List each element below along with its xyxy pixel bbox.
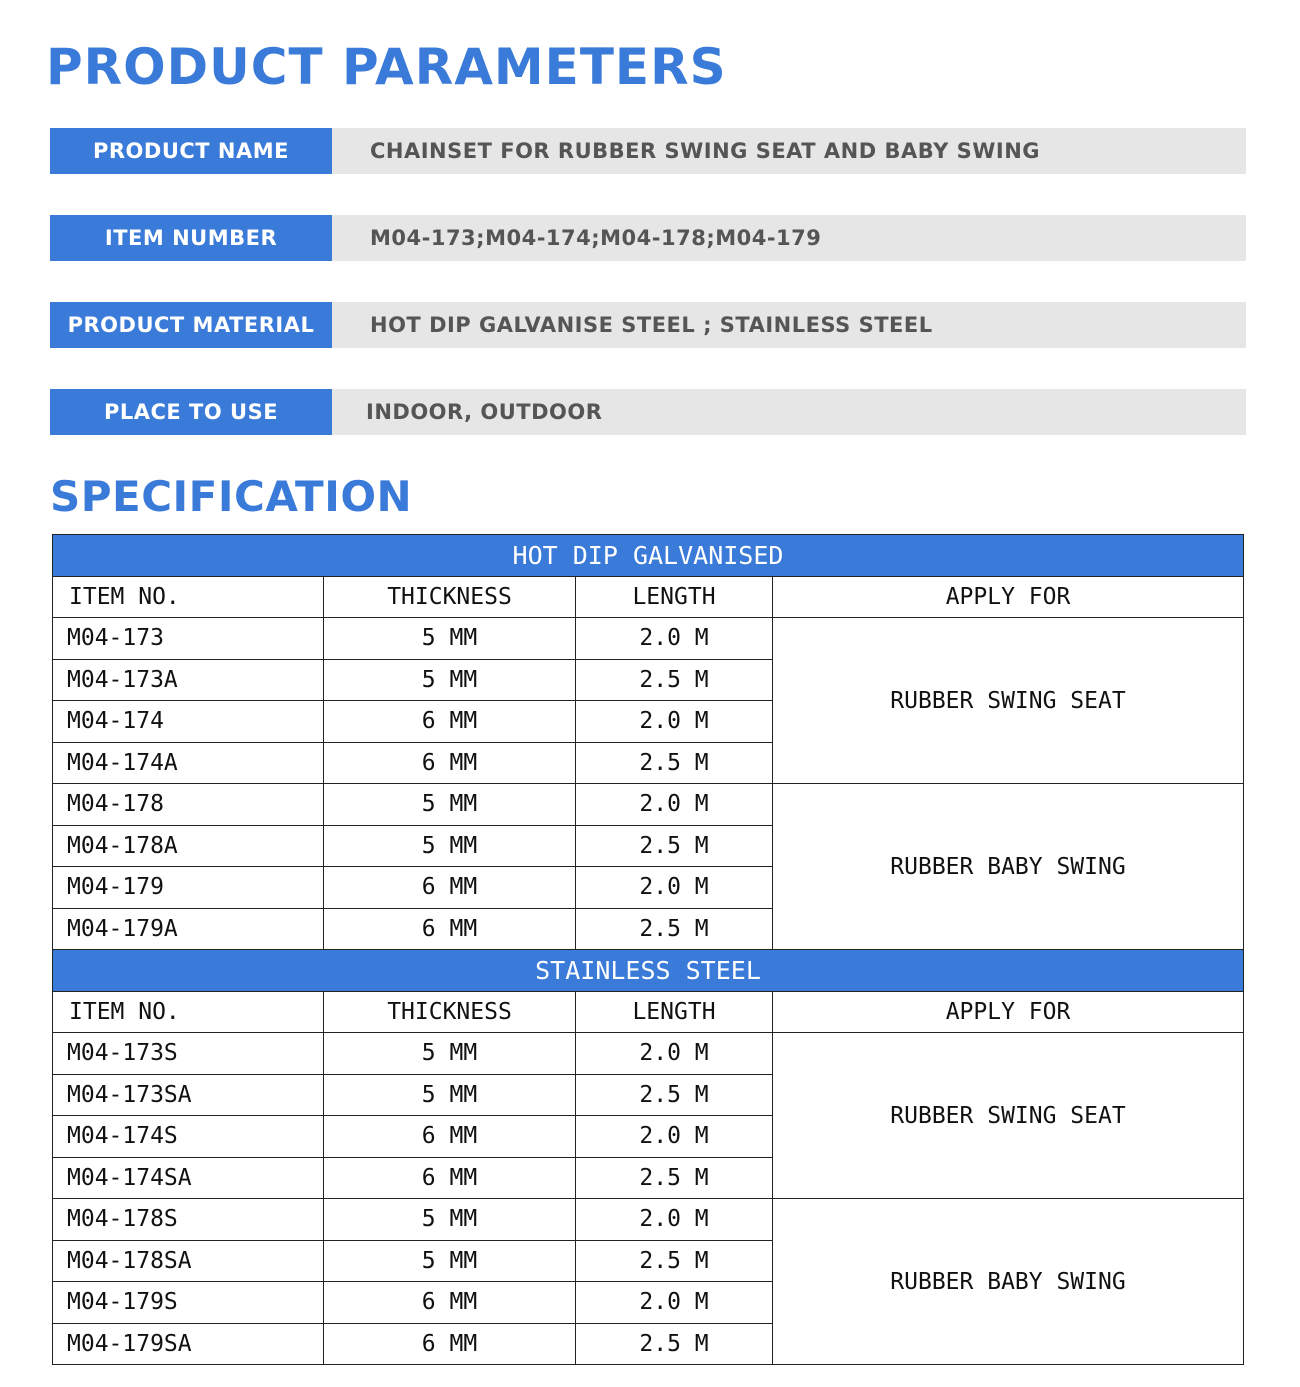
cell-length: 2.5 M: [576, 1240, 773, 1282]
cell-length: 2.0 M: [576, 701, 773, 743]
cell-length: 2.5 M: [576, 742, 773, 784]
cell-length: 2.5 M: [576, 1323, 773, 1365]
table-row: [53, 618, 1244, 660]
cell-apply-for: RUBBER BABY SWING: [773, 784, 1244, 950]
cell-thickness: 5 MM: [324, 1033, 576, 1075]
cell-thickness: 5 MM: [324, 618, 576, 660]
cell-length: 2.5 M: [576, 1074, 773, 1116]
cell-thickness: 5 MM: [324, 1074, 576, 1116]
cell-length: 2.0 M: [576, 1282, 773, 1324]
cell-length: 2.0 M: [576, 618, 773, 660]
cell-item: M04-174: [53, 701, 324, 743]
cell-length: 2.0 M: [576, 1033, 773, 1075]
table-row: [53, 1199, 1244, 1241]
cell-thickness: 5 MM: [324, 659, 576, 701]
cell-thickness: 6 MM: [324, 1282, 576, 1324]
cell-item: M04-179S: [53, 1282, 324, 1324]
table-row: [53, 784, 1244, 826]
param-value: CHAINSET FOR RUBBER SWING SEAT AND BABY SWING: [332, 128, 1246, 174]
column-header-row: [53, 991, 1244, 1033]
section-heading-row: [53, 535, 1244, 577]
cell-length: 2.0 M: [576, 867, 773, 909]
cell-item: M04-178A: [53, 825, 324, 867]
section-heading-row: [53, 950, 1244, 992]
specification-title: SPECIFICATION: [50, 472, 413, 521]
cell-item: M04-173A: [53, 659, 324, 701]
param-value: INDOOR, OUTDOOR: [332, 389, 1246, 435]
cell-thickness: 5 MM: [324, 784, 576, 826]
param-label: PRODUCT NAME: [50, 128, 332, 174]
specification-table: [52, 534, 1244, 1365]
cell-item: M04-178S: [53, 1199, 324, 1241]
column-header: ITEM NO.: [53, 576, 324, 618]
param-value: M04-173;M04-174;M04-178;M04-179: [332, 215, 1246, 261]
cell-thickness: 5 MM: [324, 825, 576, 867]
specification-table-body: [53, 535, 1244, 1365]
cell-length: 2.5 M: [576, 659, 773, 701]
cell-item: M04-173S: [53, 1033, 324, 1075]
cell-thickness: 6 MM: [324, 1116, 576, 1158]
cell-length: 2.0 M: [576, 1199, 773, 1241]
column-header: APPLY FOR: [773, 991, 1244, 1033]
param-label: ITEM NUMBER: [50, 215, 332, 261]
cell-thickness: 6 MM: [324, 867, 576, 909]
cell-item: M04-178SA: [53, 1240, 324, 1282]
cell-item: M04-179A: [53, 908, 324, 950]
cell-item: M04-179SA: [53, 1323, 324, 1365]
cell-length: 2.0 M: [576, 784, 773, 826]
cell-apply-for: RUBBER SWING SEAT: [773, 1033, 1244, 1199]
param-label: PLACE TO USE: [50, 389, 332, 435]
column-header: THICKNESS: [324, 576, 576, 618]
param-row-place-to-use: [50, 389, 1246, 435]
param-row-product-name: [50, 128, 1246, 174]
cell-thickness: 6 MM: [324, 908, 576, 950]
cell-thickness: 5 MM: [324, 1199, 576, 1241]
cell-length: 2.5 M: [576, 825, 773, 867]
cell-item: M04-174S: [53, 1116, 324, 1158]
column-header: APPLY FOR: [773, 576, 1244, 618]
section-heading: STAINLESS STEEL: [53, 950, 1244, 992]
cell-item: M04-173SA: [53, 1074, 324, 1116]
cell-item: M04-178: [53, 784, 324, 826]
column-header: ITEM NO.: [53, 991, 324, 1033]
column-header: LENGTH: [576, 991, 773, 1033]
cell-apply-for: RUBBER SWING SEAT: [773, 618, 1244, 784]
cell-item: M04-174A: [53, 742, 324, 784]
param-label: PRODUCT MATERIAL: [50, 302, 332, 348]
cell-length: 2.0 M: [576, 1116, 773, 1158]
param-row-item-number: [50, 215, 1246, 261]
cell-thickness: 6 MM: [324, 742, 576, 784]
cell-item: M04-179: [53, 867, 324, 909]
cell-apply-for: RUBBER BABY SWING: [773, 1199, 1244, 1365]
cell-thickness: 5 MM: [324, 1240, 576, 1282]
column-header: LENGTH: [576, 576, 773, 618]
cell-item: M04-174SA: [53, 1157, 324, 1199]
param-row-product-material: [50, 302, 1246, 348]
section-heading: HOT DIP GALVANISED: [53, 535, 1244, 577]
cell-length: 2.5 M: [576, 1157, 773, 1199]
product-parameters-title: PRODUCT PARAMETERS: [46, 38, 727, 96]
cell-length: 2.5 M: [576, 908, 773, 950]
cell-item: M04-173: [53, 618, 324, 660]
cell-thickness: 6 MM: [324, 1157, 576, 1199]
param-value: HOT DIP GALVANISE STEEL ; STAINLESS STEEL: [332, 302, 1246, 348]
column-header-row: [53, 576, 1244, 618]
cell-thickness: 6 MM: [324, 701, 576, 743]
cell-thickness: 6 MM: [324, 1323, 576, 1365]
column-header: THICKNESS: [324, 991, 576, 1033]
table-row: [53, 1033, 1244, 1075]
